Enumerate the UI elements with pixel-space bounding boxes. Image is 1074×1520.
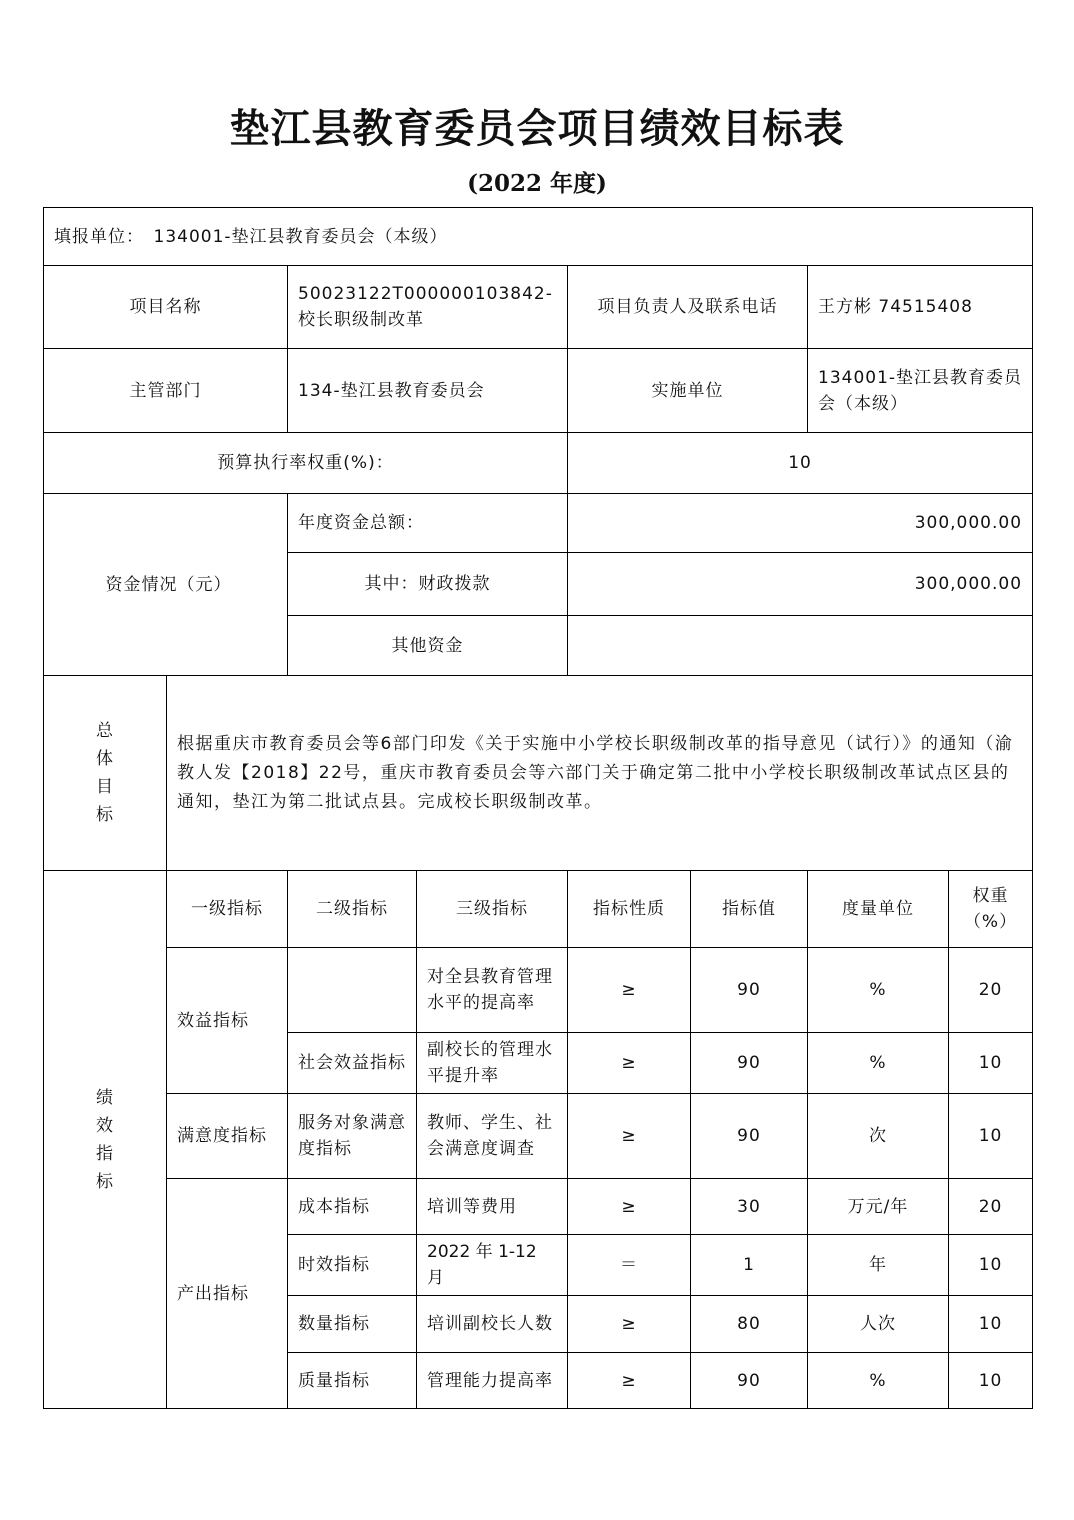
weight-cell: 10 xyxy=(949,1353,1033,1409)
weight-cell: 10 xyxy=(949,1033,1033,1094)
project-name-label: 项目名称 xyxy=(44,266,288,349)
filling-unit: 填报单位： 134001-垫江县教育委员会（本级） xyxy=(44,208,1033,266)
unit-cell: % xyxy=(808,1033,949,1094)
overall-goal-text: 根据重庆市教育委员会等6部门印发《关于实施中小学校长职级制改革的指导意见（试行）》的通知（渝教人发【2018】22号，重庆市教育委员会等六部门关于确定第二批中小学校长职级制改革试点区县的通知，垫江为第二批试点县。完成校长职级制改革。 xyxy=(167,676,1033,871)
year-subtitle: (2022 年度) xyxy=(467,170,607,197)
group-output: 产出指标 xyxy=(167,1179,288,1409)
value-cell: 90 xyxy=(691,948,808,1033)
header-unit: 度量单位 xyxy=(808,871,949,948)
funds-fiscal-label: 其中：财政拨款 xyxy=(288,553,568,616)
unit-cell: % xyxy=(808,948,949,1033)
level3-cell: 对全县教育管理水平的提高率 xyxy=(417,948,568,1033)
page-title: 垫江县教育委员会项目绩效目标表 xyxy=(229,105,845,152)
group-benefit: 效益指标 xyxy=(167,948,288,1094)
project-name-value: 50023122T000000103842-校长职级制改革 xyxy=(288,266,568,349)
nature-cell: ≥ xyxy=(568,1353,691,1409)
table-row xyxy=(44,948,1033,1033)
level3-cell: 教师、学生、社会满意度调查 xyxy=(417,1094,568,1179)
level2-cell: 成本指标 xyxy=(288,1179,417,1235)
unit-cell: 人次 xyxy=(808,1296,949,1353)
header-level3: 三级指标 xyxy=(417,871,568,948)
level3-cell: 副校长的管理水平提升率 xyxy=(417,1033,568,1094)
implementing-unit-label: 实施单位 xyxy=(568,349,808,433)
value-cell: 90 xyxy=(691,1094,808,1179)
level3-cell: 培训副校长人数 xyxy=(417,1296,568,1353)
group-satisfaction: 满意度指标 xyxy=(167,1094,288,1179)
level2-cell: 服务对象满意度指标 xyxy=(288,1094,417,1179)
funds-total-label: 年度资金总额： xyxy=(288,494,568,553)
nature-cell: ≥ xyxy=(568,1179,691,1235)
level2-cell: 数量指标 xyxy=(288,1296,417,1353)
funds-label: 资金情况（元） xyxy=(44,494,288,676)
budget-weight-label: 预算执行率权重(%)： xyxy=(44,433,568,494)
funds-other-value xyxy=(568,616,1033,676)
overall-goal-label: 总体目标 xyxy=(44,676,167,871)
unit-cell: 万元/年 xyxy=(808,1179,949,1235)
unit-cell: % xyxy=(808,1353,949,1409)
implementing-unit-value: 134001-垫江县教育委员会（本级） xyxy=(808,349,1033,433)
project-contact-label: 项目负责人及联系电话 xyxy=(568,266,808,349)
table-row xyxy=(44,1179,1033,1235)
indicators-label: 绩效指标 xyxy=(44,871,167,1409)
nature-cell: ＝ xyxy=(568,1235,691,1296)
unit-cell: 次 xyxy=(808,1094,949,1179)
weight-cell: 10 xyxy=(949,1094,1033,1179)
nature-cell: ≥ xyxy=(568,1296,691,1353)
level2-cell: 社会效益指标 xyxy=(288,1033,417,1094)
funds-total-value: 300,000.00 xyxy=(568,494,1033,553)
value-cell: 1 xyxy=(691,1235,808,1296)
header-value: 指标值 xyxy=(691,871,808,948)
value-cell: 90 xyxy=(691,1033,808,1094)
level2-cell: 质量指标 xyxy=(288,1353,417,1409)
value-cell: 90 xyxy=(691,1353,808,1409)
nature-cell: ≥ xyxy=(568,1033,691,1094)
level3-cell: 2022 年 1-12 月 xyxy=(417,1235,568,1296)
header-level2: 二级指标 xyxy=(288,871,417,948)
funds-other-label: 其他资金 xyxy=(288,616,568,676)
unit-cell: 年 xyxy=(808,1235,949,1296)
level2-cell: 时效指标 xyxy=(288,1235,417,1296)
department-value: 134-垫江县教育委员会 xyxy=(288,349,568,433)
project-contact-value: 王方彬 74515408 xyxy=(808,266,1033,349)
budget-weight-value: 10 xyxy=(568,433,1033,494)
weight-cell: 10 xyxy=(949,1235,1033,1296)
header-nature: 指标性质 xyxy=(568,871,691,948)
weight-cell: 10 xyxy=(949,1296,1033,1353)
value-cell: 30 xyxy=(691,1179,808,1235)
value-cell: 80 xyxy=(691,1296,808,1353)
level3-cell: 管理能力提高率 xyxy=(417,1353,568,1409)
department-label: 主管部门 xyxy=(44,349,288,433)
level2-cell xyxy=(288,948,417,1033)
level3-cell: 培训等费用 xyxy=(417,1179,568,1235)
performance-target-table xyxy=(43,207,1033,1409)
nature-cell: ≥ xyxy=(568,948,691,1033)
weight-cell: 20 xyxy=(949,948,1033,1033)
funds-fiscal-value: 300,000.00 xyxy=(568,553,1033,616)
header-weight: 权重（%） xyxy=(949,871,1033,948)
header-level1: 一级指标 xyxy=(167,871,288,948)
weight-cell: 20 xyxy=(949,1179,1033,1235)
nature-cell: ≥ xyxy=(568,1094,691,1179)
table-row xyxy=(44,1094,1033,1179)
